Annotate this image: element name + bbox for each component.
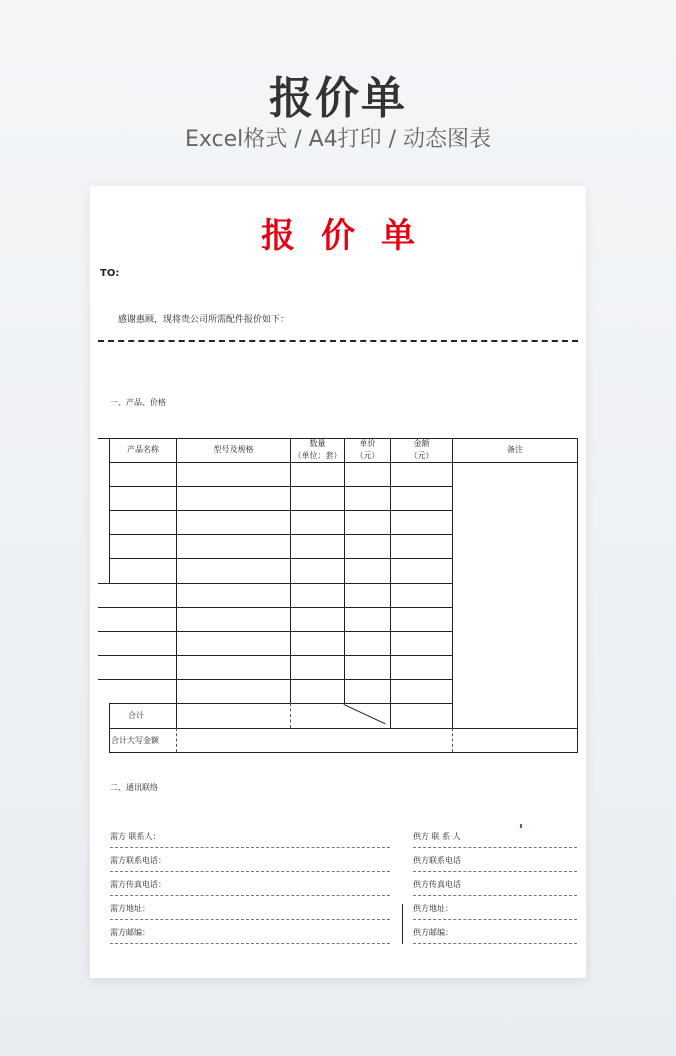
document-title: 报价单 bbox=[261, 216, 441, 256]
header-product: 产品名称 bbox=[127, 445, 159, 454]
header-model: 型号及规格 bbox=[213, 445, 254, 454]
header-qty: 数量 （单位：套） bbox=[293, 439, 342, 460]
quote-table bbox=[98, 438, 578, 753]
buyer-address: 需方地址： bbox=[110, 904, 150, 913]
total-caps-label: 合计大写金额 bbox=[111, 736, 159, 745]
header-remark: 备注 bbox=[507, 445, 523, 454]
supplier-phone: 供方联系电话 bbox=[413, 856, 461, 865]
section-products-title: 一、产品、价格 bbox=[110, 398, 166, 407]
buyer-postcode: 需方邮编： bbox=[110, 928, 150, 937]
dashed-divider bbox=[98, 340, 578, 342]
hero-title: 报价单 bbox=[269, 73, 407, 124]
green-mark bbox=[520, 824, 522, 828]
buyer-phone: 需方联系电话： bbox=[110, 856, 166, 865]
total-label: 合计 bbox=[128, 711, 144, 720]
section-contact-title: 二、通讯联络 bbox=[110, 783, 158, 792]
supplier-fax: 供方传真电话 bbox=[413, 880, 461, 889]
header-price: 单价 （元） bbox=[355, 439, 380, 460]
supplier-postcode: 供方邮编： bbox=[413, 928, 453, 937]
supplier-address: 供方地址： bbox=[413, 904, 453, 913]
contact-divider bbox=[402, 904, 403, 944]
buyer-contact: 需方 联系人： bbox=[110, 832, 161, 841]
intro-text: 感谢惠顾，现将贵公司所需配件报价如下： bbox=[118, 315, 290, 325]
to-label: TO: bbox=[100, 268, 120, 279]
buyer-fax: 需方传真电话： bbox=[110, 880, 166, 889]
document-sheet bbox=[90, 186, 586, 978]
supplier-contact: 供方 联 系 人 bbox=[413, 832, 461, 841]
header-amount: 金额 （元） bbox=[409, 439, 434, 460]
hero-subtitle: Excel格式 / A4打印 / 动态图表 bbox=[184, 127, 492, 152]
